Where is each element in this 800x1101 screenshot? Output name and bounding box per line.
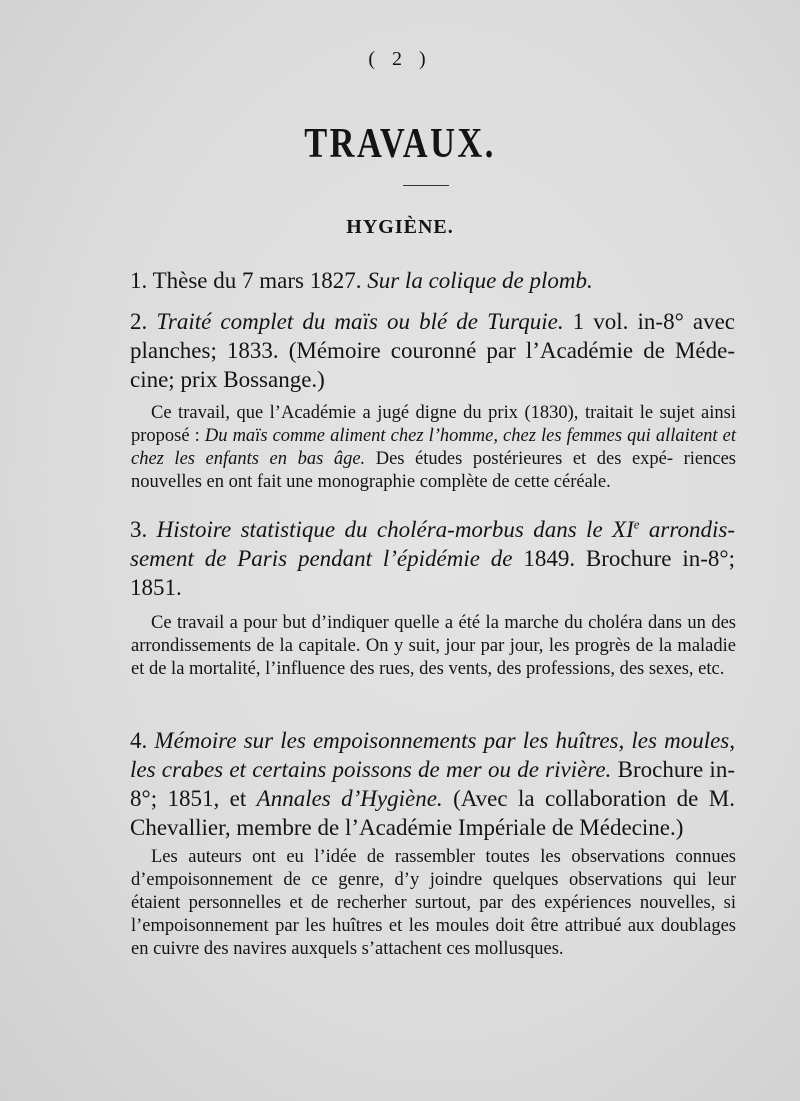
entry-3 — [130, 515, 735, 602]
note-1 — [131, 402, 736, 494]
entry-2-plain: 1 vol. in-8° avec planches; 1833. (Mémoire couronné par l’Académie de Méde- cine; prix Bossange.) — [130, 309, 736, 392]
entry-1-text — [130, 266, 735, 295]
entry-4-journal: Annales d’Hygiène. — [256, 786, 443, 811]
entry-2-text — [130, 307, 735, 394]
entry-1-title: Sur la colique de plomb. — [367, 268, 593, 293]
entry-3-text — [130, 515, 735, 602]
entry-3-title-b: arrondis- sement de Paris pendant l’épidémie de — [130, 517, 735, 571]
note-1-text-b: Des études postérieures et des expé- riences nouvelles en ont fait une monographie complète de cette céréale. — [131, 449, 736, 492]
page-number: ( 2 ) — [368, 48, 432, 70]
note-3-text: Les auteurs ont eu l’idée de rassembler toutes les observations connues d’empoisonnement de ce genre, d’y joindre quelques observations qui leur étaient personnelles et de recherher surtout, par des expériences nouvelles, si l’empoisonnement par les huîtres et les moules doit être attribué aux doublages en cuivre des navires auxquels s’attachent ces mollusques. — [131, 847, 736, 959]
section-heading: HYGIÈNE. — [346, 216, 454, 238]
note-1-text-a: Ce travail, que l’Académie a jugé digne du prix (1830), traitait le sujet ainsi proposé : — [131, 403, 736, 446]
note-2-text: Ce travail a pour but d’indiquer quelle a été la marche du choléra dans un des arrondissements de la capitale. On y suit, jour par jour, les progrès de la maladie et de la mortalité, l’influence des rues, des vents, des professions, des sexes, etc. — [131, 613, 736, 679]
entry-4-text — [130, 726, 735, 842]
entry-number: 1. — [130, 268, 148, 293]
entry-1 — [130, 266, 735, 295]
title-divider — [403, 185, 449, 186]
entry-3-plain: 1849. Brochure in-8°; 1851. — [130, 546, 735, 600]
entry-3-superscript: e — [633, 516, 640, 532]
entry-4 — [130, 726, 735, 842]
entry-1-plain: Thèse du 7 mars 1827. — [152, 268, 368, 293]
entry-4-title: Mémoire sur les empoisonnements par les huîtres, les moules, les crabes et certains poissons de mer ou de rivière. — [130, 728, 735, 782]
entry-4-plain-a: Brochure in-8°; 1851, et — [130, 757, 735, 811]
entry-3-title-a: Histoire statistique du choléra-morbus dans le XI — [156, 517, 634, 542]
entry-2 — [130, 307, 735, 394]
entry-4-plain-b: (Avec la collaboration de M. Chevallier, membre de l’Académie Impériale de Médecine.) — [130, 786, 735, 840]
note-2 — [131, 612, 736, 681]
entry-2-title: Traité complet du maïs ou blé de Turquie. — [156, 309, 564, 334]
note-3 — [131, 846, 736, 961]
entry-number: 3. — [130, 517, 148, 542]
entry-number: 2. — [130, 309, 148, 334]
page-title: TRAVAUX. — [304, 121, 496, 167]
note-1-quote: Du maïs comme aliment chez l’homme, chez les femmes qui allaitent et chez les enfants en bas âge. — [131, 426, 736, 469]
entry-number: 4. — [130, 728, 148, 753]
